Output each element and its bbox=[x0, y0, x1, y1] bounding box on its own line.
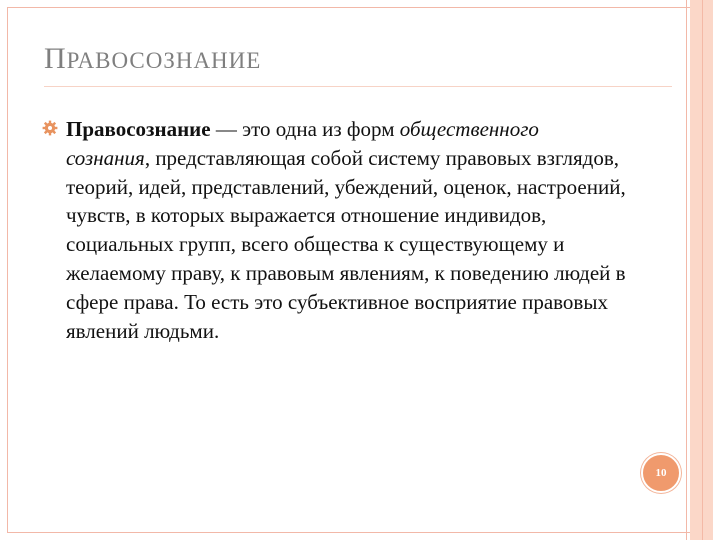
title-underline bbox=[44, 86, 672, 87]
side-stripe-line bbox=[702, 0, 703, 540]
definition-part-1: — это одна из форм bbox=[210, 117, 400, 141]
definition-italic: общественного сознания bbox=[66, 117, 539, 170]
page-number-badge: 10 bbox=[641, 453, 681, 493]
term-bold: Правосознание bbox=[66, 117, 211, 141]
title-rest: РАВОСОЗНАНИЕ bbox=[66, 48, 262, 73]
bullet-paragraph bbox=[66, 115, 626, 345]
definition-part-2: , представляющая собой систему правовых взглядов, теорий, идей, представлений, убеждений, оценок, настроений, чувств, в которых выражается отношение индивидов, социальных групп, всего общества к существующему и желаемому праву, к правовым явлениям, к поведению людей в сфере права. То есть это субъективное восприятие правовых явлений людьми. bbox=[66, 145, 626, 343]
side-stripe-edge bbox=[686, 0, 687, 540]
title-first-letter: П bbox=[44, 42, 67, 75]
gear-bullet-icon bbox=[42, 120, 58, 136]
slide-title bbox=[44, 42, 664, 76]
